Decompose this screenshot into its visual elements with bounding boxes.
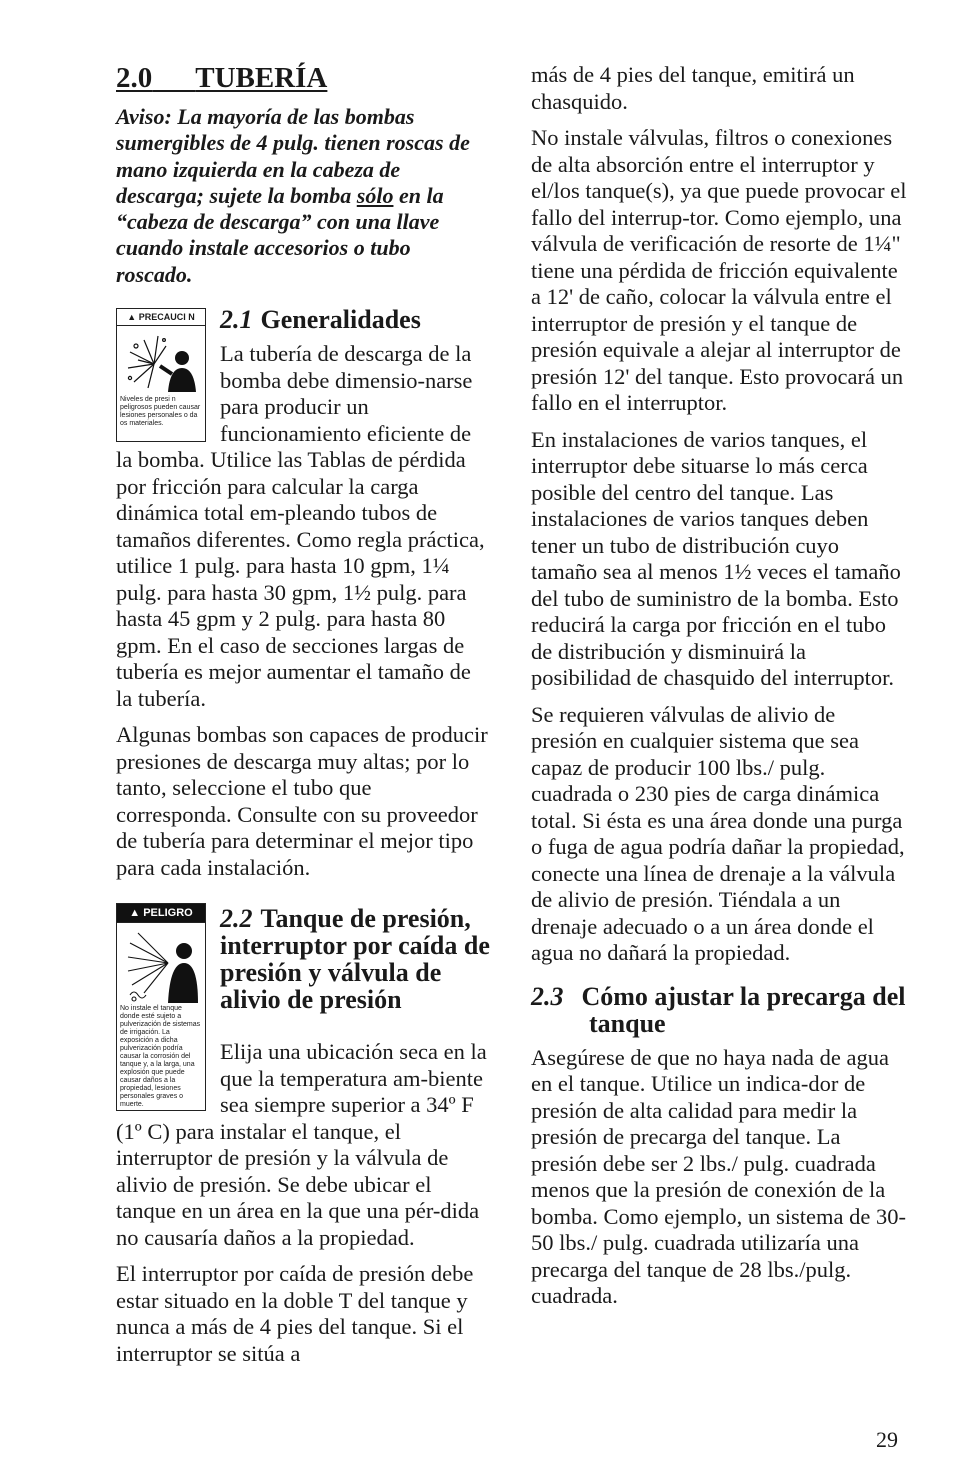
s22-paragraph-2-continued: más de 4 pies del tanque, emitirá un chasquido. bbox=[531, 62, 855, 114]
section-title bbox=[116, 62, 490, 94]
s21-paragraph-1: La tubería de descarga de la bomba debe dimensio-narse para producir un funcionamiento eficiente de la bomba. Utilice las Tablas de pérdida por fricción para calcular la carga dinámica total em-pleando tubos de tamaños diferentes. Como regla práctica, utilice 1 pulg. para hasta 10 gpm, 1¼ pulg. para hasta 30 gpm, 1½ pulg. para hasta 45 gpm y 2 pulg. para hasta 80 gpm. En el caso de secciones largas de tubería es mejor aumentar el tamaño de la tubería. bbox=[116, 341, 485, 711]
notice-emphasis: sólo bbox=[356, 182, 394, 208]
notice-part-1: Aviso: La mayoría de las bombas sumergibles de 4 pulg. tienen roscas de mano izquierda en la cabeza de descarga; sujete la bomba bbox=[116, 104, 470, 208]
spacer bbox=[116, 891, 490, 901]
heading-2-3 bbox=[531, 983, 907, 1037]
left-column bbox=[116, 62, 490, 1367]
caution-label-title: ▲ PRECAUCI N bbox=[117, 309, 205, 326]
danger-label-text-body: No instale el tanque donde esté sujeto a pulverización de sistemas de irrigación. La exposición a dicha pulverización podría causar la corrosión del tanque y, a la larga, una explosión que puede causar daños a la propiedad, lesiones personales graves o muerte. bbox=[120, 1005, 201, 1109]
heading-2-3-title: Cómo ajustar la precarga del tanque bbox=[581, 981, 906, 1038]
heading-2-2-title: Tanque de presión, interruptor por caída de presión y válvula de alivio de presión bbox=[220, 904, 490, 1015]
s22-paragraph-3: No instale válvulas, filtros o conexiones de alta absorción entre el interruptor y el/los tanque(s), ya que puede provocar el fallo del interrup-tor. Como ejemplo, una válvula de verificación de resorte de 1¼" tiene una pérdida de fricción equivalente a 12' de caño, colocar la válvula entre el interruptor de presión y el tanque de presión equivale a alejar al interruptor de presión 12' del tanque. Esto provocará un fallo en el interruptor. bbox=[531, 125, 907, 415]
s22-paragraph-2: El interruptor por caída de presión debe estar situado en la doble T del tanque y nunca a más de 4 pies del tanque. Si el interruptor se sitúa a bbox=[116, 1261, 474, 1366]
s23-paragraph-1: Asegúrese de que no haya nada de agua en el tanque. Utilice un indica-dor de presión de alta calidad para medir la presión de precarga del tanque. La presión debe ser 2 lbs./ pulg. cuadrada menos que la presión de conexión de la bomba. Como ejemplo, un sistema de 30-50 lbs./ pulg. cuadrada utilizaría una precarga del tanque de 28 lbs./pulg. cuadrada. bbox=[531, 1044, 906, 1308]
heading-2-2-number: 2.2 bbox=[220, 904, 253, 934]
s22-paragraph-1: Elija una ubicación seca en la que la temperatura am-biente sea siempre superior a 34º F (1º C) para instalar el tanque, el interruptor de presión y la válvula de alivio de presión. Se debe ubicar el tanque en un área en la que una pér-dida no causaría daños a la propiedad. bbox=[116, 1039, 487, 1250]
s21-paragraph-2: Algunas bombas son capaces de producir presiones de descarga muy altas; por lo tanto, seleccione el tubo que corresponda. Consulte con su proveedor de tubería para determinar el mejor tipo para cada instalación. bbox=[116, 722, 488, 880]
danger-label-title: ▲ PELIGRO bbox=[117, 904, 205, 923]
section-number: 2.0 bbox=[116, 62, 153, 94]
heading-2-1-number: 2.1 bbox=[220, 305, 253, 335]
s22-paragraph-4: En instalaciones de varios tanques, el interruptor debe situarse lo más cerca posible del centro del tanque. Las instalaciones de varios tanques deben tener un tubo de distribución cuyo tamaño sea al menos 1½ veces el tamaño del tubo de suministro de la bomba. Esto reducirá la carga por fricción en el tubo de distribución y disminuirá la posibilidad de chasquido del interruptor. bbox=[531, 426, 901, 690]
caution-label bbox=[116, 308, 206, 442]
heading-2-3-number: 2.3 bbox=[531, 981, 564, 1011]
left-hand-thread-notice bbox=[116, 104, 490, 288]
notice-part-3: en la “cabeza de descarga” con una llave cuando instale accesorios o tubo roscado. bbox=[116, 182, 444, 287]
caution-label-text-body: Niveles de presi n peligrosos pueden causar lesiones personales o da os materiales. bbox=[120, 396, 201, 428]
spray-hazard-icon bbox=[124, 929, 198, 1003]
page-number: 29 bbox=[876, 1427, 898, 1452]
caution-label-text: PRECAUCI N bbox=[138, 312, 195, 323]
s22-paragraph-5: Se requieren válvulas de alivio de presión en cualquier sistema que sea capaz de producir 100 lbs./ pulg. cuadrada o 230 pies de carga dinámica total. Si ésta es una área donde una purga o fuga de agua podría dañar la propiedad, conecte una línea de drenaje a la válvula de alivio de presión. Tiéndala a un drenaje adecuado o a un área donde el agua no dañará la propiedad. bbox=[531, 701, 905, 965]
explosion-warning-icon bbox=[124, 332, 198, 394]
danger-label-text: PELIGRO bbox=[143, 907, 193, 920]
section-title-text: TUBERÍA bbox=[195, 62, 328, 94]
heading-2-1-title: Generalidades bbox=[260, 305, 421, 335]
danger-label bbox=[116, 903, 206, 1111]
right-column bbox=[531, 62, 907, 1320]
section-2-3 bbox=[531, 983, 907, 1310]
